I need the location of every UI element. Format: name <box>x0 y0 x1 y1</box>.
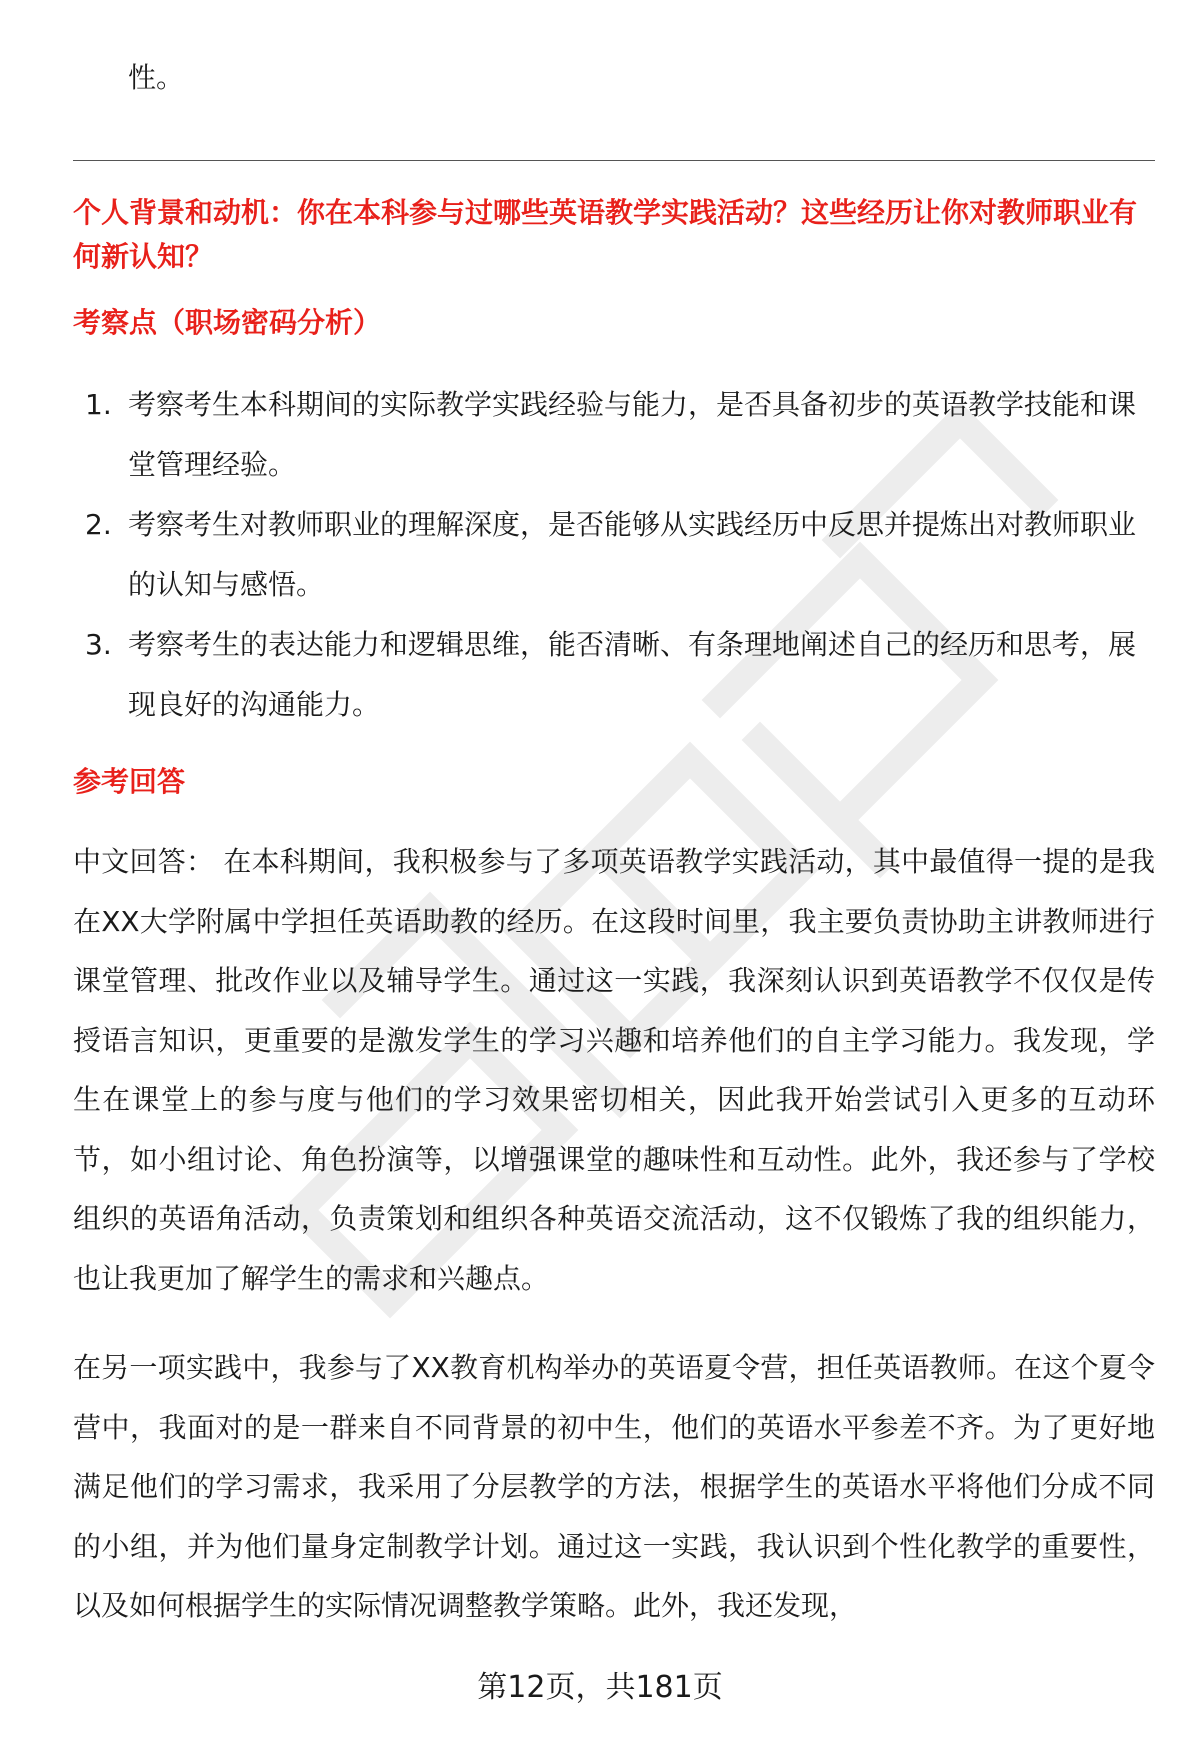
question-heading: 个人背景和动机：你在本科参与过哪些英语教学实践活动？这些经历让你对教师职业有何新认知？ <box>73 196 1138 273</box>
list-item-number: 3. <box>85 628 112 661</box>
points-heading: 考察点（职场密码分析） <box>73 306 382 339</box>
list-item-text: 考察考生对教师职业的理解深度，是否能够从实践经历中反思并提炼出对教师职业的认知与感悟。 <box>128 508 1137 601</box>
continuation-text: 性。 <box>128 61 185 94</box>
list-item <box>73 495 1155 615</box>
list-item <box>73 615 1155 735</box>
page-number: 第12页，共181页 <box>477 1670 723 1705</box>
list-item-number: 1. <box>85 388 112 421</box>
answer-paragraph: 在另一项实践中，我参与了XX教育机构举办的英语夏令营，担任英语教师。在这个夏令营中，我面对的是一群来自不同背景的初中生，他们的英语水平参差不齐。为了更好地满足他们的学习需求，我采用了分层教学的方法，根据学生的英语水平将他们分成不同的小组，并为他们量身定制教学计划。通过这一实践，我认识到个性化教学的重要性，以及如何根据学生的实际情况调整教学策略。此外，我还发现， <box>73 1351 1155 1622</box>
list-item-number: 2. <box>85 508 112 541</box>
list-item <box>73 375 1155 495</box>
list-item-text: 考察考生本科期间的实际教学实践经验与能力，是否具备初步的英语教学技能和课堂管理经验。 <box>128 388 1137 481</box>
answer-heading: 参考回答 <box>73 765 186 798</box>
answer-paragraph: 中文回答： 在本科期间，我积极参与了多项英语教学实践活动，其中最值得一提的是我在XX大学附属中学担任英语助教的经历。在这段时间里，我主要负责协助主讲教师进行课堂管理、批改作业以及辅导学生。通过这一实践，我深刻认识到英语教学不仅仅是传授语言知识，更重要的是激发学生的学习兴趣和培养他们的自主学习能力。我发现，学生在课堂上的参与度与他们的学习效果密切相关，因此我开始尝试引入更多的互动环节，如小组讨论、角色扮演等，以增强课堂的趣味性和互动性。此外，我还参与了学校组织的英语角活动，负责策划和组织各种英语交流活动，这不仅锻炼了我的组织能力，也让我更加了解学生的需求和兴趣点。 <box>73 845 1155 1295</box>
points-list <box>73 375 1155 735</box>
list-item-text: 考察考生的表达能力和逻辑思维，能否清晰、有条理地阐述自己的经历和思考，展现良好的沟通能力。 <box>128 628 1137 721</box>
section-divider <box>73 160 1155 161</box>
